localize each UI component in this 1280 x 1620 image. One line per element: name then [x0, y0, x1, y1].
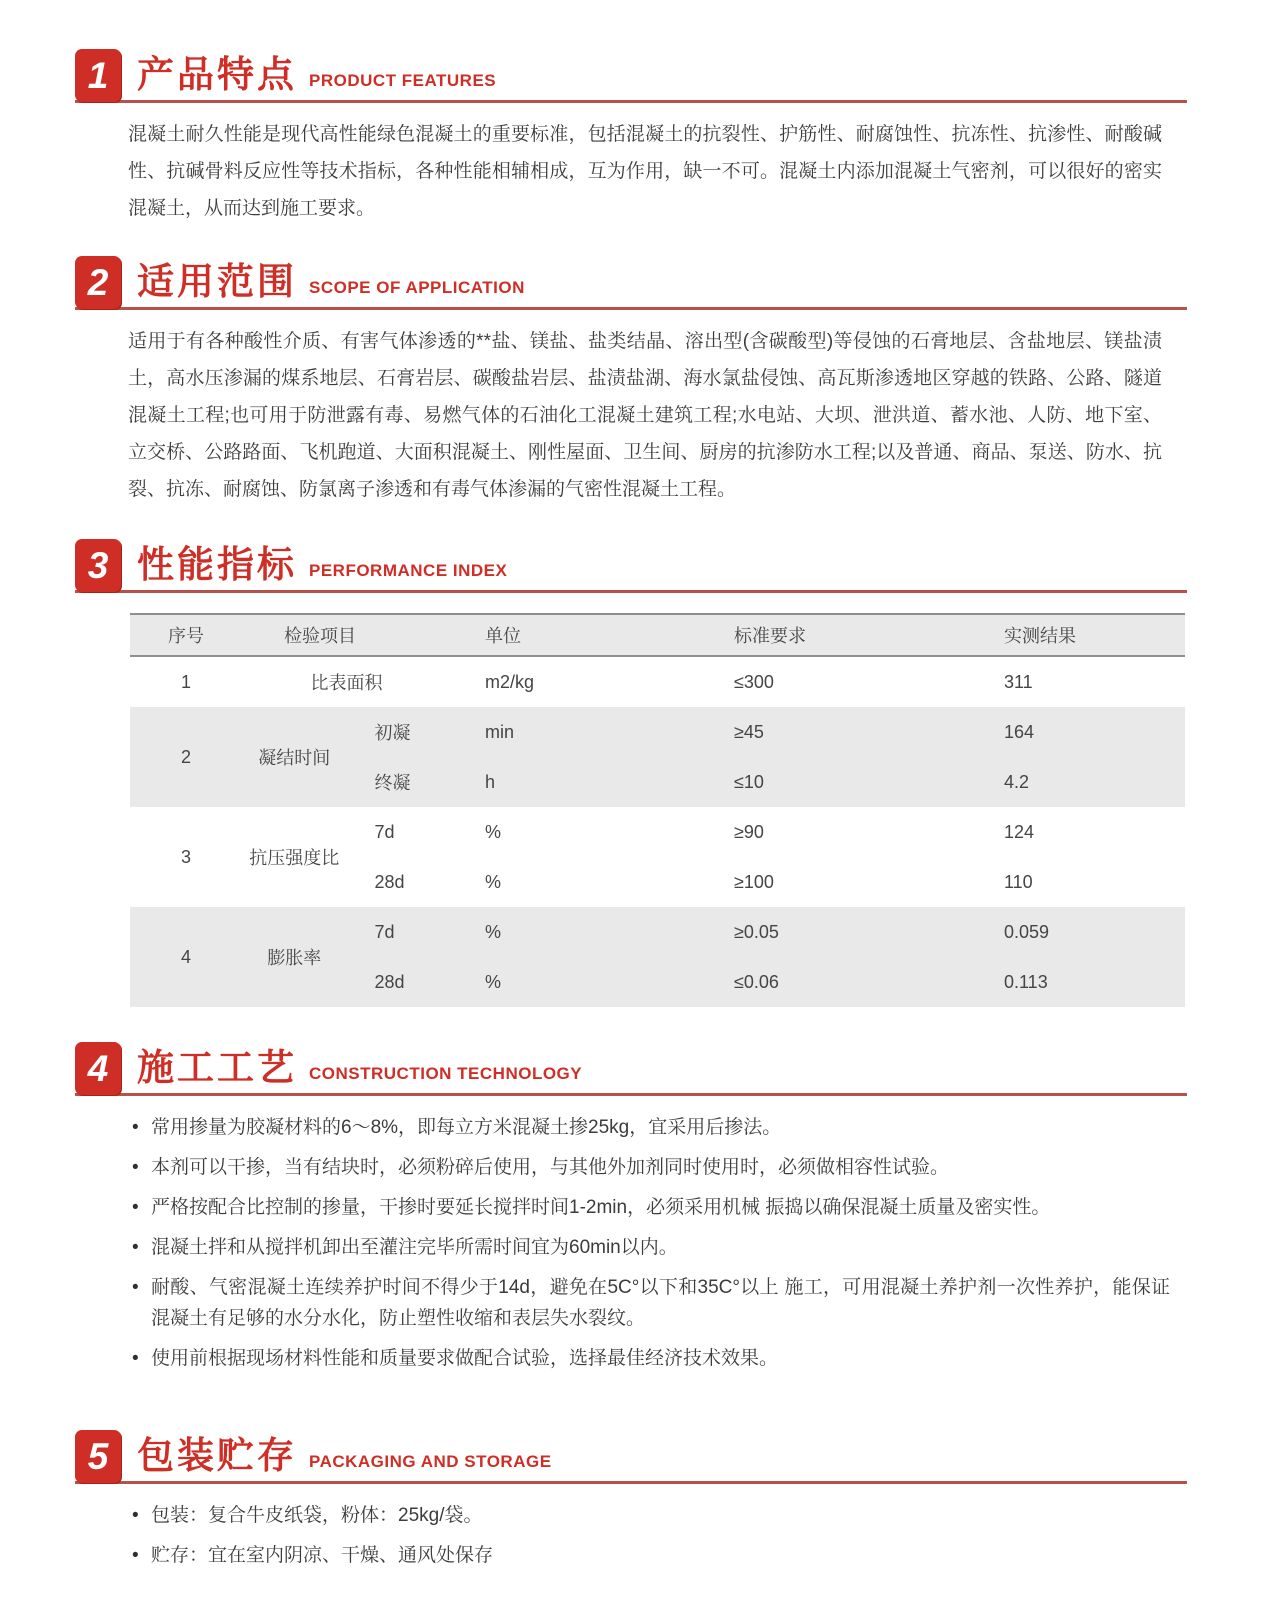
construction-step: • 严格按配合比控制的掺量，干掺时要延长搅拌时间1-2min，必须采用机械 振捣以确保混凝土质量及密实性。 [130, 1192, 1170, 1223]
section-title-cn: 性能指标 [137, 544, 297, 585]
cell-requirement: ≤10 [734, 771, 764, 792]
cell-requirement: ≤300 [734, 671, 774, 692]
header-no: 序号 [168, 626, 204, 646]
cell-result: 4.2 [1004, 771, 1030, 792]
cell-no: 1 [180, 671, 191, 692]
cell-subitem: 28d [374, 871, 405, 892]
section-header-performance-index [75, 534, 1187, 593]
storage-note: • 贮存：宜在室内阴凉、干燥、通风处保存 [130, 1540, 1170, 1571]
table-row [130, 907, 1185, 957]
section-title-en: CONSTRUCTION TECHNOLOGY [309, 1064, 583, 1083]
section-title-en: PERFORMANCE INDEX [309, 561, 508, 580]
cell-no: 2 [180, 746, 191, 767]
cell-unit: min [485, 721, 515, 742]
cell-result: 124 [1004, 821, 1035, 842]
cell-unit: % [485, 971, 502, 992]
cell-no: 4 [180, 946, 191, 967]
construction-step: • 耐酸、气密混凝土连续养护时间不得少于14d，避免在5C°以下和35C°以上 施工，可用混凝土养护剂一次性养护，能保证混凝土有足够的水分水化，防止塑性收缩和表层失水裂纹。 [130, 1272, 1170, 1334]
cell-item: 凝结时间 [258, 748, 331, 768]
section-title-en: PACKAGING AND STORAGE [309, 1452, 552, 1471]
cell-subitem: 28d [374, 971, 405, 992]
construction-step: • 混凝土拌和从搅拌机卸出至灌注完毕所需时间宜为60min以内。 [130, 1232, 1170, 1263]
construction-step: • 常用掺量为胶凝材料的6～8%，即每立方米混凝土掺25kg，宜采用后掺法。 [130, 1112, 1170, 1143]
cell-result: 164 [1004, 721, 1035, 742]
section-header-product-features [75, 44, 1187, 103]
cell-result: 110 [1004, 871, 1033, 892]
header-unit: 单位 [485, 626, 521, 646]
section-header-scope-of-application [75, 251, 1187, 310]
table-row [130, 656, 1185, 707]
section-title-cn: 施工工艺 [137, 1047, 297, 1088]
cell-subitem: 初凝 [374, 723, 411, 743]
section-title-en: SCOPE OF APPLICATION [309, 278, 525, 297]
packaging-note: • 包装：复合牛皮纸袋，粉体：25kg/袋。 [130, 1500, 1170, 1531]
cell-requirement: ≥90 [734, 821, 764, 842]
cell-requirement: ≥100 [734, 871, 774, 892]
cell-subitem: 终凝 [374, 773, 411, 793]
performance-index-table [130, 613, 1185, 1007]
section-number-badge: 5 [75, 1430, 121, 1483]
cell-no: 3 [180, 846, 191, 867]
cell-unit: % [485, 871, 502, 892]
construction-technology-list [130, 1112, 1170, 1374]
section-title-cn: 包装贮存 [137, 1435, 297, 1476]
cell-item: 膨胀率 [267, 948, 322, 968]
scope-of-application-paragraph: 适用于有各种酸性介质、有害气体渗透的**盐、镁盐、盐类结晶、溶出型(含碳酸型)等侵蚀的石膏地层、含盐地层、镁盐渍土，高水压渗漏的煤系地层、石膏岩层、碳酸盐岩层、盐渍盐湖、海水氯盐侵蚀、高瓦斯渗透地区穿越的铁路、公路、隧道混凝土工程;也可用于防泄露有毒、易燃气体的石油化工混凝土建筑工程;水电站、大坝、泄洪道、蓄水池、人防、地下室、立交桥、公路路面、飞机跑道、大面积混凝土、刚性屋面、卫生间、厨房的抗渗防水工程;以及普通、商品、泵送、防水、抗裂、抗冻、耐腐蚀、防氯离子渗透和有毒气体渗漏的气密性混凝土工程。 [128, 331, 1162, 500]
header-result: 实测结果 [1004, 626, 1076, 646]
cell-requirement: ≥45 [734, 721, 764, 742]
cell-unit: % [485, 821, 502, 842]
header-requirement: 标准要求 [734, 626, 806, 646]
construction-step: • 使用前根据现场材料性能和质量要求做配合试验，选择最佳经济技术效果。 [130, 1343, 1170, 1374]
section-title-en: PRODUCT FEATURES [309, 71, 497, 90]
cell-subitem: 7d [374, 821, 395, 842]
section-number-badge: 4 [75, 1042, 121, 1095]
section-number-badge: 3 [75, 539, 121, 592]
table-row [130, 807, 1185, 857]
section-title-cn: 适用范围 [137, 261, 297, 302]
packaging-storage-list [130, 1500, 1170, 1571]
cell-requirement: ≥0.05 [734, 921, 779, 942]
section-number-badge: 1 [75, 49, 121, 102]
cell-item: 抗压强度比 [249, 848, 340, 868]
cell-unit: m2/kg [485, 671, 535, 692]
section-title-cn: 产品特点 [137, 54, 297, 95]
construction-step: • 本剂可以干掺，当有结块时，必须粉碎后使用，与其他外加剂同时使用时，必须做相容性试验。 [130, 1152, 1170, 1183]
table-row [130, 707, 1185, 757]
cell-requirement: ≤0.06 [734, 971, 779, 992]
cell-unit: h [485, 771, 496, 792]
section-header-construction-technology [75, 1037, 1187, 1096]
cell-subitem: 7d [374, 921, 395, 942]
header-item: 检验项目 [284, 626, 356, 646]
cell-result: 0.059 [1004, 921, 1050, 942]
section-header-packaging-and-storage [75, 1425, 1187, 1484]
table-header-row [130, 614, 1185, 656]
cell-unit: % [485, 921, 502, 942]
cell-result: 0.113 [1004, 971, 1048, 992]
cell-result: 311 [1004, 671, 1033, 692]
cell-item: 比表面积 [310, 673, 383, 693]
product-features-paragraph: 混凝土耐久性能是现代高性能绿色混凝土的重要标准，包括混凝土的抗裂性、护筋性、耐腐蚀性、抗冻性、抗渗性、耐酸碱性、抗碱骨料反应性等技术指标，各种性能相辅相成，互为作用，缺一不可。混凝土内添加混凝土气密剂，可以很好的密实混凝土，从而达到施工要求。 [128, 124, 1162, 219]
section-number-badge: 2 [75, 256, 121, 309]
